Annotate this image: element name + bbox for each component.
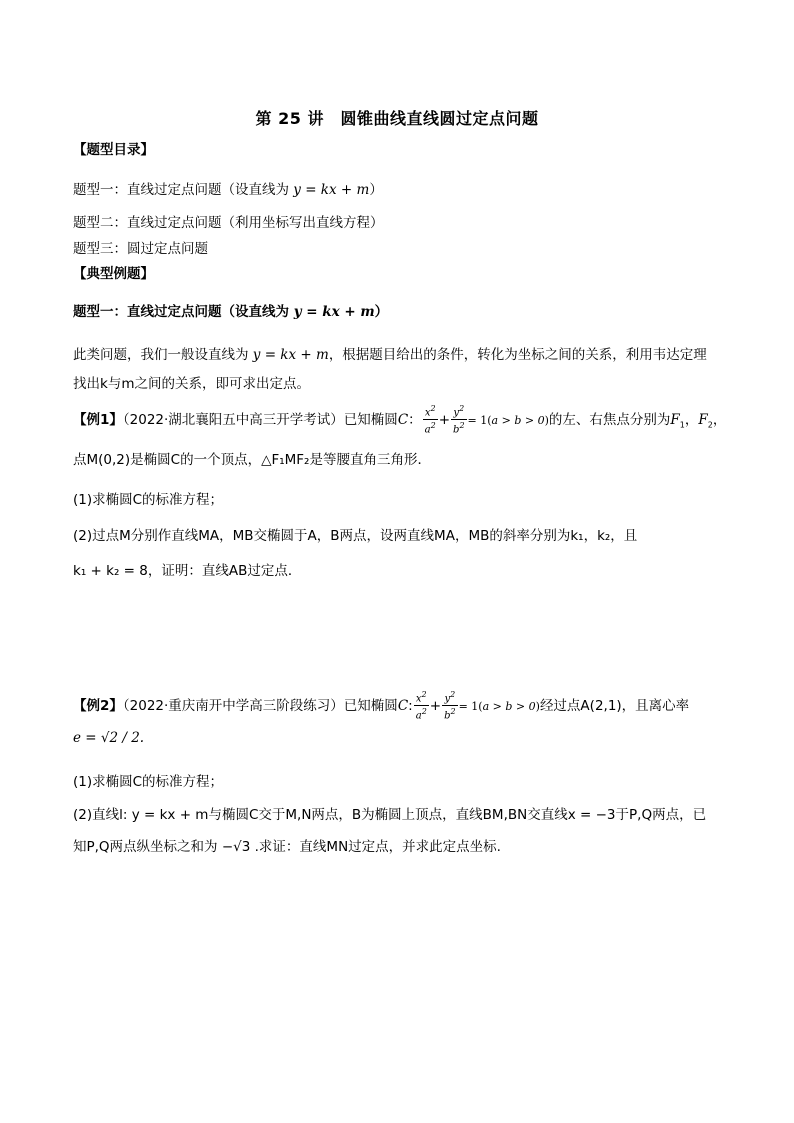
- ex2-eccentricity: e = √2 / 2.: [73, 730, 145, 746]
- section1-title: 题型一：直线过定点问题（设直线为 y = kx + m）: [73, 304, 389, 320]
- ex1-question-2: (2)过点M分别作直线MA，MB交椭圆于A，B两点，设两直线MA，MB的斜率分别为k₁，k₂，且: [73, 528, 638, 544]
- typical-header: 【典型例题】: [73, 266, 154, 282]
- intro-line-1b: ，根据题目给出的条件，转化为坐标之间的关系，利用韦达定理: [328, 347, 707, 363]
- ex2-text-a: 经过点A(2,1)，且离心率: [539, 697, 690, 714]
- toc-item-1-text: 题型一：直线过定点问题（设直线为: [73, 182, 289, 198]
- ex1-question-2b: k₁ + k₂ = 8，证明：直线AB过定点．: [73, 563, 302, 579]
- toc-item-2: 题型二：直线过定点问题（利用坐标写出直线方程）: [73, 215, 384, 231]
- ex1-question-1: (1)求椭圆C的标准方程；: [73, 492, 224, 508]
- ex1-source: （2022·湖北襄阳五中高三开学考试）已知椭圆: [122, 411, 398, 428]
- ex1-line-1: 【例1】（2022·湖北襄阳五中高三开学考试）已知椭圆C： $\frac{x^2}{a^2}$ + $\frac{y^2}{b^2}$ = 1(a > b > 0)的左、右焦点分别为$F_1$，$F_2$，: [73, 404, 727, 436]
- intro-line-1a: 此类问题，我们一般设直线为: [73, 347, 249, 363]
- ex2-source: （2022·重庆南开中学高三阶段练习）已知椭圆: [122, 697, 398, 714]
- ex2-tag: 【例2】: [73, 697, 123, 714]
- toc-item-1: 题型一：直线过定点问题（设直线为 y = kx + m）: [73, 182, 383, 198]
- intro-line-1: 此类问题，我们一般设直线为 y = kx + m，根据题目给出的条件，转化为坐标之间的关系，利用韦达定理: [73, 347, 707, 363]
- toc-item-3: 题型三：圆过定点问题: [73, 241, 208, 257]
- ex2-line-1: 【例2】（2022·重庆南开中学高三阶段练习）已知椭圆C: $\frac{x^2}{a^2}$ + $\frac{y^2}{b^2}$ = 1(a > b > 0)经过点A(2,1)，且离心率: [73, 690, 690, 722]
- page-title: 第 25 讲 圆锥曲线直线圆过定点问题: [255, 109, 539, 128]
- ex1-tag: 【例1】: [73, 411, 123, 428]
- ex1-text-a: 的左、右焦点分别为: [548, 411, 671, 428]
- toc-header: 【题型目录】: [73, 142, 154, 158]
- ex1-line-2: 点M(0,2)是椭圆C的一个顶点，△F₁MF₂是等腰直角三角形．: [73, 452, 431, 468]
- section1-title-text: 题型一：直线过定点问题（设直线为: [73, 304, 289, 320]
- ex2-question-1: (1)求椭圆C的标准方程；: [73, 774, 224, 790]
- ex2-question-2b: 知P,Q两点纵坐标之和为 −√3 .求证：直线MN过定点，并求此定点坐标.: [73, 839, 501, 855]
- intro-line-2: 找出k与m之间的关系，即可求出定点。: [73, 376, 310, 392]
- ex2-question-2: (2)直线l: y = kx + m与椭圆C交于M,N两点，B为椭圆上顶点，直线BM,BN交直线x = −3于P,Q两点，已: [73, 807, 707, 823]
